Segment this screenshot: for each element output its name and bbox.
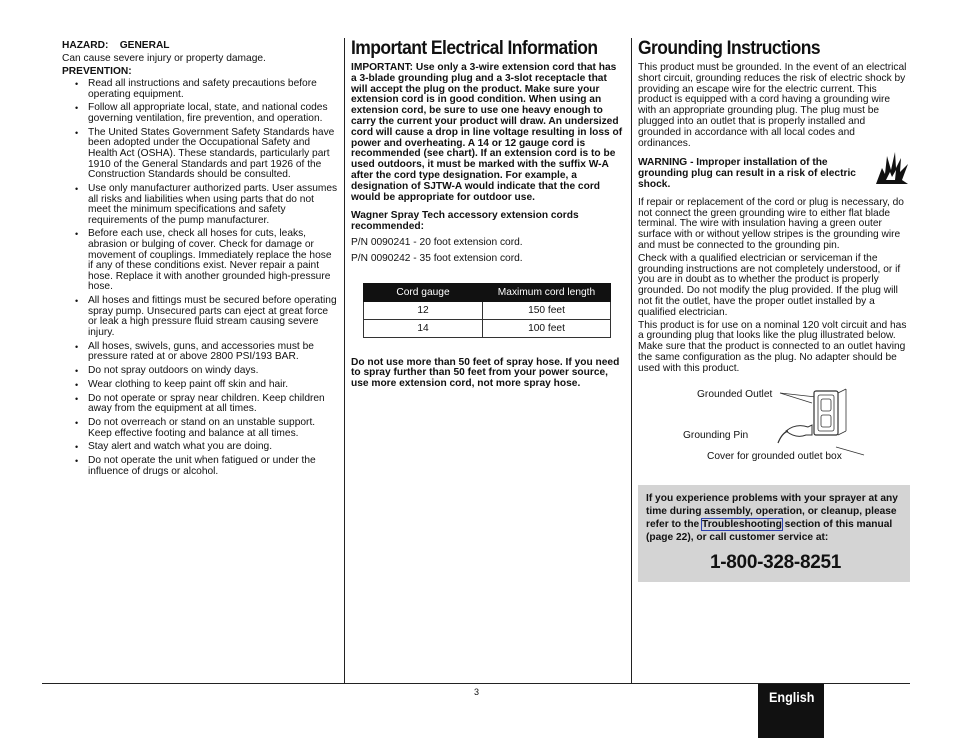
list-item: • Read all instructions and safety precautions before operating equipment. <box>62 79 338 100</box>
outlet-cover-label: Cover for grounded outlet box <box>707 450 842 462</box>
accessory-heading: Wagner Spray Tech accessory extension cords recommended: <box>351 210 579 233</box>
cord-table <box>363 283 611 338</box>
language-label: English <box>769 689 815 705</box>
phone-number: 1-800-328-8251 <box>710 551 842 573</box>
part-number-2: P/N 0090242 - 35 foot extension cord. <box>351 252 523 264</box>
electrician-paragraph: Check with a qualified electrician or serviceman if the grounding instructions are not completely understood, or if you are in doubt as to whether the product is properly grounded. Do not modify the plug provided. If the plug will not fit the outlet, have the proper outlet installed by a qualified electrician. <box>638 252 901 318</box>
table-cell: 12 <box>364 301 483 319</box>
customer-service-box <box>638 485 910 582</box>
repair-paragraph: If repair or replacement of the cord or plug is necessary, do not connect the green grounding wire to either flat blade terminal. The wire with insulation having a green outer surface with or without yellow stripes is the grounding wire and must be connected to the grounding pin. <box>638 196 904 251</box>
part-number-1: P/N 0090241 - 20 foot extension cord. <box>351 236 523 248</box>
shock-hazard-icon <box>874 150 910 186</box>
column-divider-right <box>631 38 632 683</box>
outlet-plug-icon <box>776 383 876 463</box>
prevention-label: PREVENTION: <box>62 66 132 77</box>
table-header: Maximum cord length <box>483 283 611 301</box>
help-text-start: If you experience problems with your sprayer at any time during assembly, operation, or cleanup, please refer to the <box>646 492 898 530</box>
warning-row <box>638 158 910 190</box>
grounding-pin-label: Grounding Pin <box>683 429 749 441</box>
grounding-intro: This product must be grounded. In the event of an electrical short circuit, grounding reduces the risk of electric shock by providing an escape wire for the electric current. This product is equipped with a cord having a grounding wire with an appropriate grounding plug. The plug must be plugged into an outlet that is properly installed and grounded in accordance with all local codes and ordinances. <box>638 62 907 149</box>
help-text-end: section of this manual (page 22), or call customer service at: <box>646 518 893 543</box>
list-item: • Stay alert and watch what you are doing. <box>62 442 338 453</box>
grounding-column <box>638 38 910 582</box>
electrical-title: Important Electrical Information <box>351 38 598 59</box>
list-item: • Before each use, check all hoses for cuts, leaks, abrasion or bulging of cover. Check for damage or movement of couplings. Immediately replace the hose if any of these conditions exist. Never repair a paint hose. Replace it with another grounded high-pressure hose. <box>62 229 338 293</box>
list-item: • Wear clothing to keep paint off skin and hair. <box>62 380 338 391</box>
table-header: Cord gauge <box>364 283 483 301</box>
grounding-title: Grounding Instructions <box>638 38 821 59</box>
table-cell: 150 feet <box>483 301 611 319</box>
list-item: • The United States Government Safety Standards have been adopted under the Occupational Safety and Health Act (OSHA). These standards, particularly part 1910 of the General Standards and part 1926 of the Construction Standards should be consulted. <box>62 128 338 181</box>
customer-service-text <box>646 492 902 544</box>
important-paragraph: IMPORTANT: Use only a 3-wire extension cord that has a 3-blade grounding plug and a 3-slot receptacle that will accept the plug on the product. Make sure your extension cord is in good condition. When using an extension cord, be sure to use one heavy enough to carry the current your product will draw. An undersized cord will cause a drop in line voltage resulting in loss of power and overheating. A 14 or 12 gauge cord is recommended (see chart). If an extension cord is to be used outdoors, it must be marked with the suffix W-A after the cord type designation. For example, a designation of SJTW-A would indicate that the cord would be appropriate for outdoor use. <box>351 62 623 203</box>
table-row <box>364 301 611 319</box>
list-item: • All hoses, swivels, guns, and accessories must be pressure rated at or above 2800 PSI/193 BAR. <box>62 342 338 363</box>
electrical-column <box>351 38 623 390</box>
language-tab <box>758 684 824 738</box>
table-cell: 100 feet <box>483 319 611 337</box>
list-item: • Do not overreach or stand on an unstable support. Keep effective footing and balance at all times. <box>62 418 338 439</box>
hazard-text: Can cause severe injury or property damage. <box>62 53 266 64</box>
list-item: • Do not spray outdoors on windy days. <box>62 366 338 377</box>
page-number: 3 <box>474 687 480 697</box>
hose-note: Do not use more than 50 feet of spray hose. If you need to spray further than 50 feet from your power source, use more extension cord, not more spray hose. <box>351 356 620 390</box>
safety-column <box>62 40 338 481</box>
list-item: • Follow all appropriate local, state, and national codes governing ventilation, fire prevention, and operation. <box>62 103 338 124</box>
hazard-label: HAZARD: GENERAL <box>62 40 170 51</box>
column-divider-left <box>344 38 345 683</box>
table-row <box>364 319 611 337</box>
table-cell: 14 <box>364 319 483 337</box>
list-item: • Do not operate or spray near children. Keep children away from the equipment at all times. <box>62 394 338 415</box>
list-item: • All hoses and fittings must be secured before operating spray pump. Unsecured parts can eject at great force or leak a high pressure fluid stream causing severe injury. <box>62 296 338 338</box>
prevention-list <box>62 79 338 477</box>
warning-text: WARNING - Improper installation of the grounding plug can result in a risk of electric shock. <box>638 157 856 190</box>
list-item: • Use only manufacturer authorized parts. User assumes all risks and liabilities when using parts that do not meet the minimum specifications and safety requirements of the pump manufacturer. <box>62 184 338 226</box>
outlet-diagram <box>638 383 910 463</box>
grounded-outlet-label: Grounded Outlet <box>697 388 773 400</box>
voltage-paragraph: This product is for use on a nominal 120 volt circuit and has a grounding plug that looks like the plug illustrated below. Make sure that the product is connected to an outlet having the same configuration as the plug. No adapter should be used with this product. <box>638 319 907 374</box>
troubleshooting-link[interactable]: Troubleshooting <box>702 518 782 530</box>
list-item: • Do not operate the unit when fatigued or under the influence of drugs or alcohol. <box>62 456 338 477</box>
